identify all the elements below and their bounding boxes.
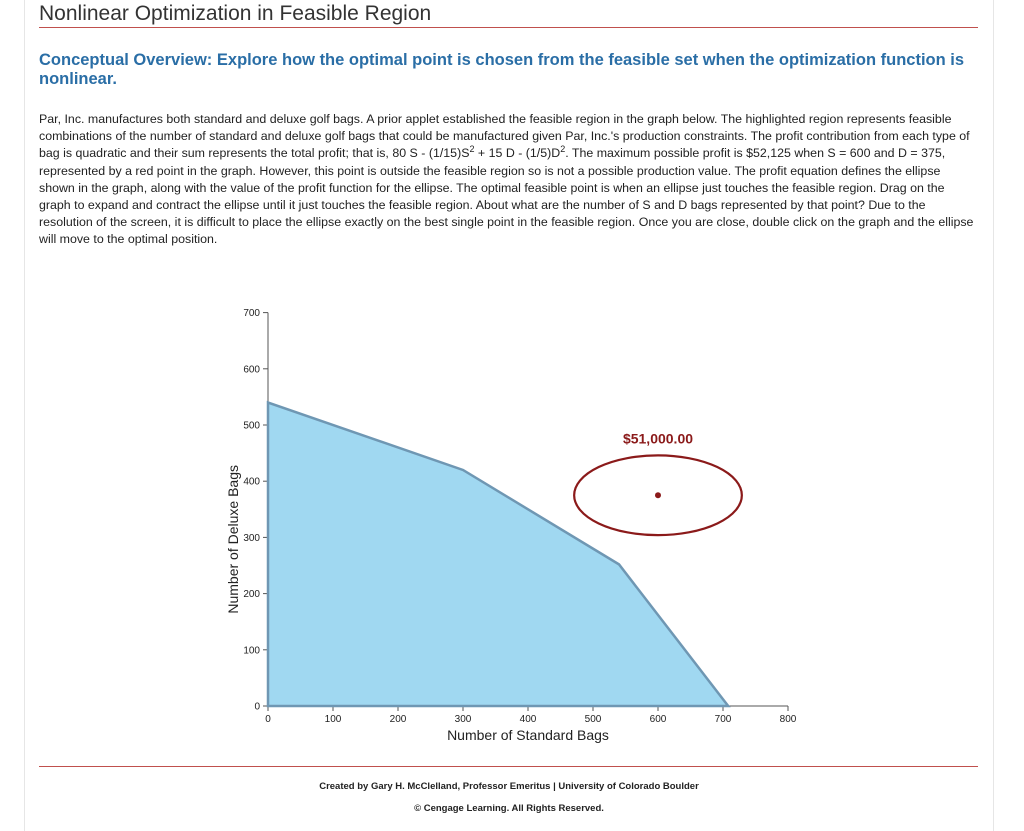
x-tick-label: 0 <box>265 714 271 725</box>
y-tick-label: 400 <box>243 476 260 488</box>
x-tick-label: 700 <box>714 714 732 725</box>
max-profit-point <box>655 492 661 498</box>
exponent-2: 2 <box>560 144 566 155</box>
y-tick-label: 600 <box>243 364 260 376</box>
x-tick-label: 400 <box>519 714 537 725</box>
footer-credit: Created by Gary H. McClelland, Professor Emeritus | University of Colorado Boulder <box>319 781 699 792</box>
y-tick-label: 200 <box>243 589 260 601</box>
y-tick-label: 300 <box>243 532 260 544</box>
ellipse-profit-label: $51,000.00 <box>622 430 694 447</box>
x-axis-label: Number of Standard Bags <box>447 727 609 743</box>
y-axis-label: Number of Deluxe Bags <box>225 464 241 614</box>
description-part1: Par, Inc. manufactures both standard and deluxe golf bags. A prior applet established the feasible region in the graph below. The highlighted region represents feasible combinations of the number of standard and deluxe golf bags that could be manufactured given Par, Inc.'s production constraints. The profit contribution from each type of bag is quadratic and their sum represents the total profit; that is, 80 S - (1/15)S <box>39 112 970 161</box>
x-tick-label: 800 <box>779 714 797 725</box>
x-tick-label: 300 <box>454 714 472 725</box>
y-tick-label: 500 <box>243 420 260 432</box>
x-tick-label: 100 <box>324 714 342 725</box>
y-tick-label: 700 <box>243 308 260 320</box>
x-tick-label: 600 <box>649 714 667 725</box>
x-tick-label: 500 <box>584 714 602 725</box>
conceptual-overview: Conceptual Overview: Explore how the optimal point is chosen from the feasible set when the optimization function is nonlinear. <box>39 51 965 88</box>
x-tick-label: 200 <box>389 714 407 725</box>
exponent-1: 2 <box>469 144 475 155</box>
y-tick-label: 0 <box>254 701 260 713</box>
page-title: Nonlinear Optimization in Feasible Region <box>39 2 432 25</box>
description-part2: + 15 D - (1/5)D <box>474 146 561 161</box>
feasible-region <box>268 403 728 706</box>
description-part3: . The maximum possible profit is $52,125 when S = 600 and D = 375, represented by a red point in the graph. However, this point is outside the feasible region so is not a possible production value. The profit equation defines the ellipse shown in the graph, along with the value of the profit function for the ellipse. The optimal feasible point is when an ellipse just touches the feasible region. Drag on the graph to expand and contract the ellipse until it just touches the feasible region. About what are the number of S and D bags represented by that point? Due to the resolution of the screen, it is difficult to place the ellipse exactly on the best single point in the feasible region. Once you are close, double click on the graph and the ellipse will move to the optimal position. <box>39 146 974 247</box>
footer-copyright: © Cengage Learning. All Rights Reserved. <box>414 803 604 814</box>
y-tick-label: 100 <box>243 645 260 657</box>
